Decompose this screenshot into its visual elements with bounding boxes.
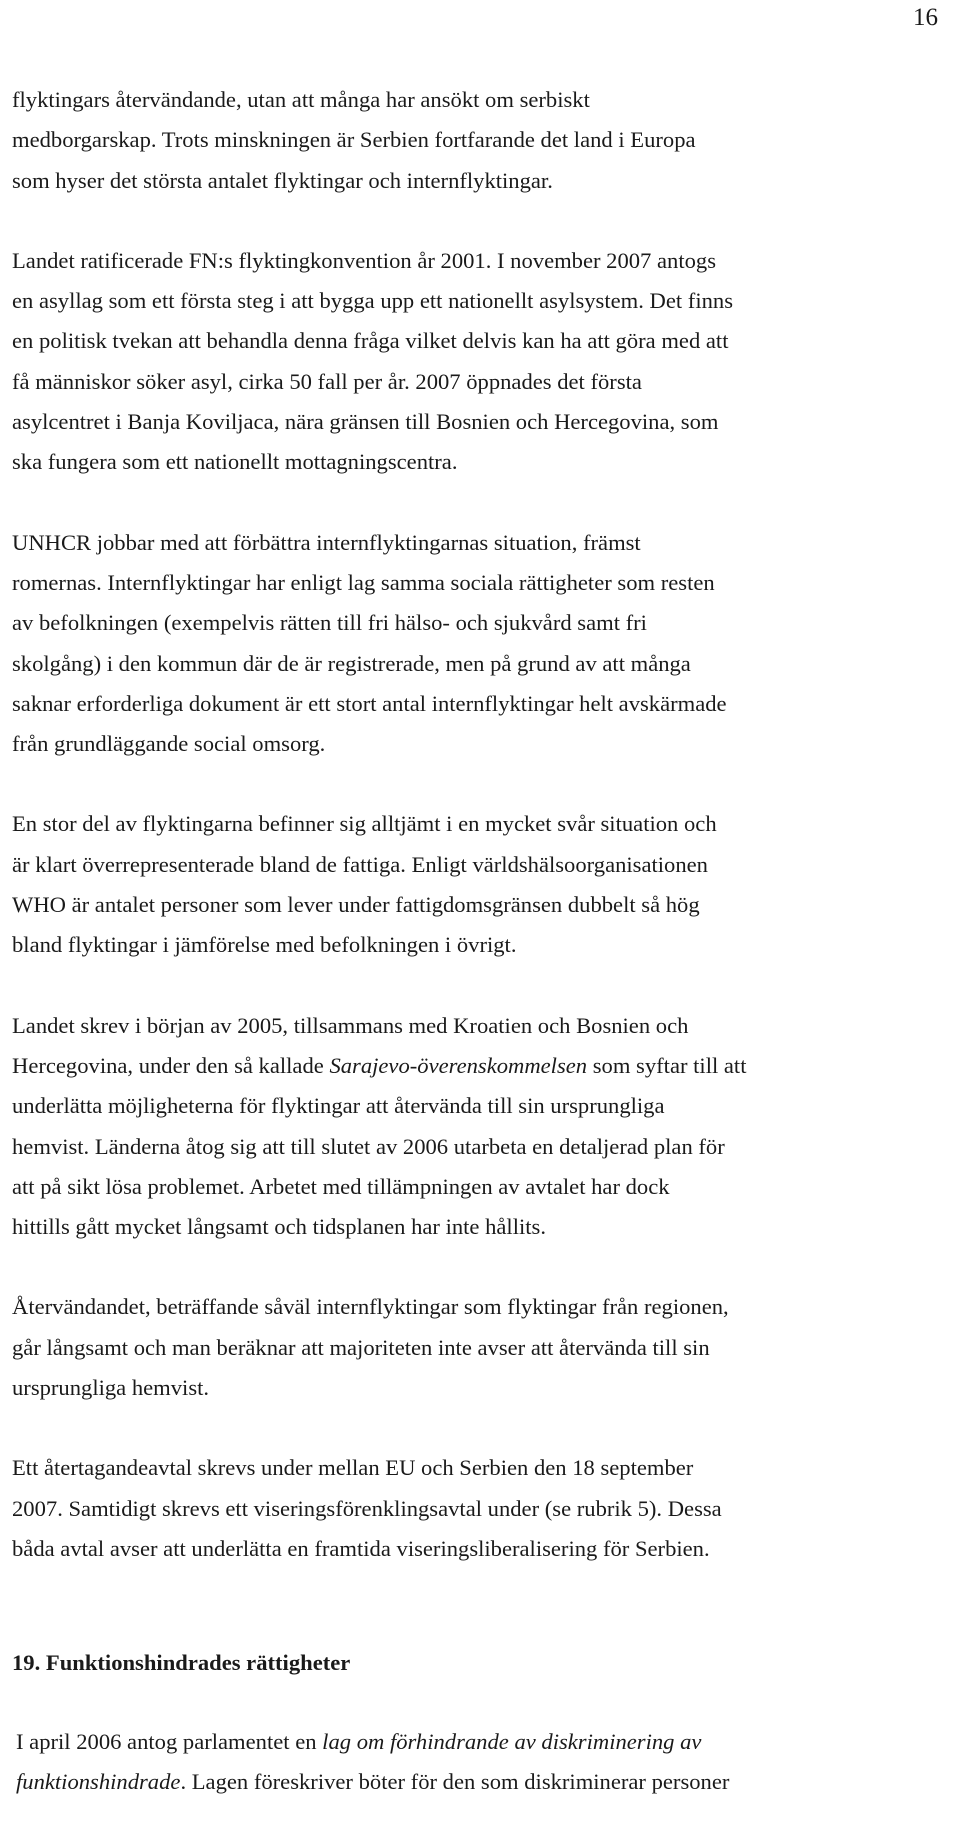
text-line: går långsamt och man beräknar att majoriteten inte avser att återvända till sin [12,1334,710,1360]
text-line: skolgång) i den kommun där de är registrerade, men på grund av att många [12,650,691,676]
text-line: saknar erforderliga dokument är ett stort antal internflyktingar helt avskärmade [12,690,727,716]
text-line: hittills gått mycket långsamt och tidsplanen har inte hållits. [12,1214,546,1240]
emphasis-law-title: lag om förhindrande av diskriminering av [322,1728,702,1754]
paragraph-refugees-return [12,80,932,201]
text-line: ursprungliga hemvist. [12,1375,210,1401]
text-line [16,1762,932,1802]
paragraph-asylum-law [12,241,932,483]
paragraph-return-regional [12,1287,932,1408]
text-segment: . Lagen föreskriver böter för den som diskriminerar personer [180,1768,730,1794]
document-body [12,80,932,1842]
text-line: WHO är antalet personer som lever under fattigdomsgränsen dubbelt så hög [12,892,700,918]
text-line: En stor del av flyktingarna befinner sig alltjämt i en mycket svår situation och [12,811,717,837]
text-line: bland flyktingar i jämförelse med befolkningen i övrigt. [12,932,517,958]
text-line: Landet skrev i början av 2005, tillsammans med Kroatien och Bosnien och [12,1012,689,1038]
text-line: som hyser det största antalet flyktingar och internflyktingar. [12,167,553,193]
text-line: asylcentret i Banja Koviljaca, nära gränsen till Bosnien och Hercegovina, som [12,409,719,435]
text-line: Återvändandet, beträffande såväl internflyktingar som flyktingar från regionen, [12,1294,729,1320]
paragraph-disability-law [12,1722,932,1803]
emphasis-agreement-name: Sarajevo-överenskommelsen [329,1052,588,1078]
text-line: underlätta möjligheterna för flyktingar att återvända till sin ursprungliga [12,1093,665,1119]
text-line: från grundläggande social omsorg. [12,731,326,757]
text-line: få människor söker asyl, cirka 50 fall per år. 2007 öppnades det första [12,368,642,394]
text-line [12,1046,932,1086]
emphasis-law-title: funktionshindrade [16,1768,181,1794]
text-line: UNHCR jobbar med att förbättra internflyktingarnas situation, främst [12,529,641,555]
text-line: att på sikt lösa problemet. Arbetet med tillämpningen av avtalet har dock [12,1173,670,1199]
page-number: 16 [913,4,938,31]
text-line [16,1722,932,1762]
text-segment: som syftar till att [587,1052,747,1078]
paragraph-poverty [12,804,932,965]
text-line: Landet ratificerade FN:s flyktingkonvention år 2001. I november 2007 antogs [12,247,716,273]
text-line: av befolkningen (exempelvis rätten till fri hälso- och sjukvård samt fri [12,610,647,636]
text-segment: I april 2006 antog parlamentet en [16,1728,323,1754]
text-line: hemvist. Länderna åtog sig att till slutet av 2006 utarbeta en detaljerad plan för [12,1133,725,1159]
text-line: en asyllag som ett första steg i att bygga upp ett nationellt asylsystem. Det finns [12,288,733,314]
text-line: ska fungera som ett nationellt mottagningscentra. [12,449,458,475]
paragraph-sarajevo-agreement [12,1006,932,1248]
text-line: romernas. Internflyktingar har enligt lag samma sociala rättigheter som resten [12,569,715,595]
section-heading: 19. Funktionshindrades rättigheter [12,1650,351,1676]
text-line: medborgarskap. Trots minskningen är Serbien fortfarande det land i Europa [12,127,696,153]
text-line: båda avtal avser att underlätta en framtida viseringsliberalisering för Serbien. [12,1535,710,1561]
text-line: 2007. Samtidigt skrevs ett viseringsförenklingsavtal under (se rubrik 5). Dessa [12,1495,722,1521]
text-line: Ett återtagandeavtal skrevs under mellan EU och Serbien den 18 september [12,1455,694,1481]
paragraph-readmission-agreement [12,1448,932,1569]
paragraph-unhcr [12,523,932,765]
text-segment: Hercegovina, under den så kallade [12,1052,330,1078]
text-line: en politisk tvekan att behandla denna fråga vilket delvis kan ha att göra med att [12,328,729,354]
text-line: flyktingars återvändande, utan att många har ansökt om serbiskt [12,87,590,112]
text-line: är klart överrepresenterade bland de fattiga. Enligt världshälsoorganisationen [12,851,708,877]
